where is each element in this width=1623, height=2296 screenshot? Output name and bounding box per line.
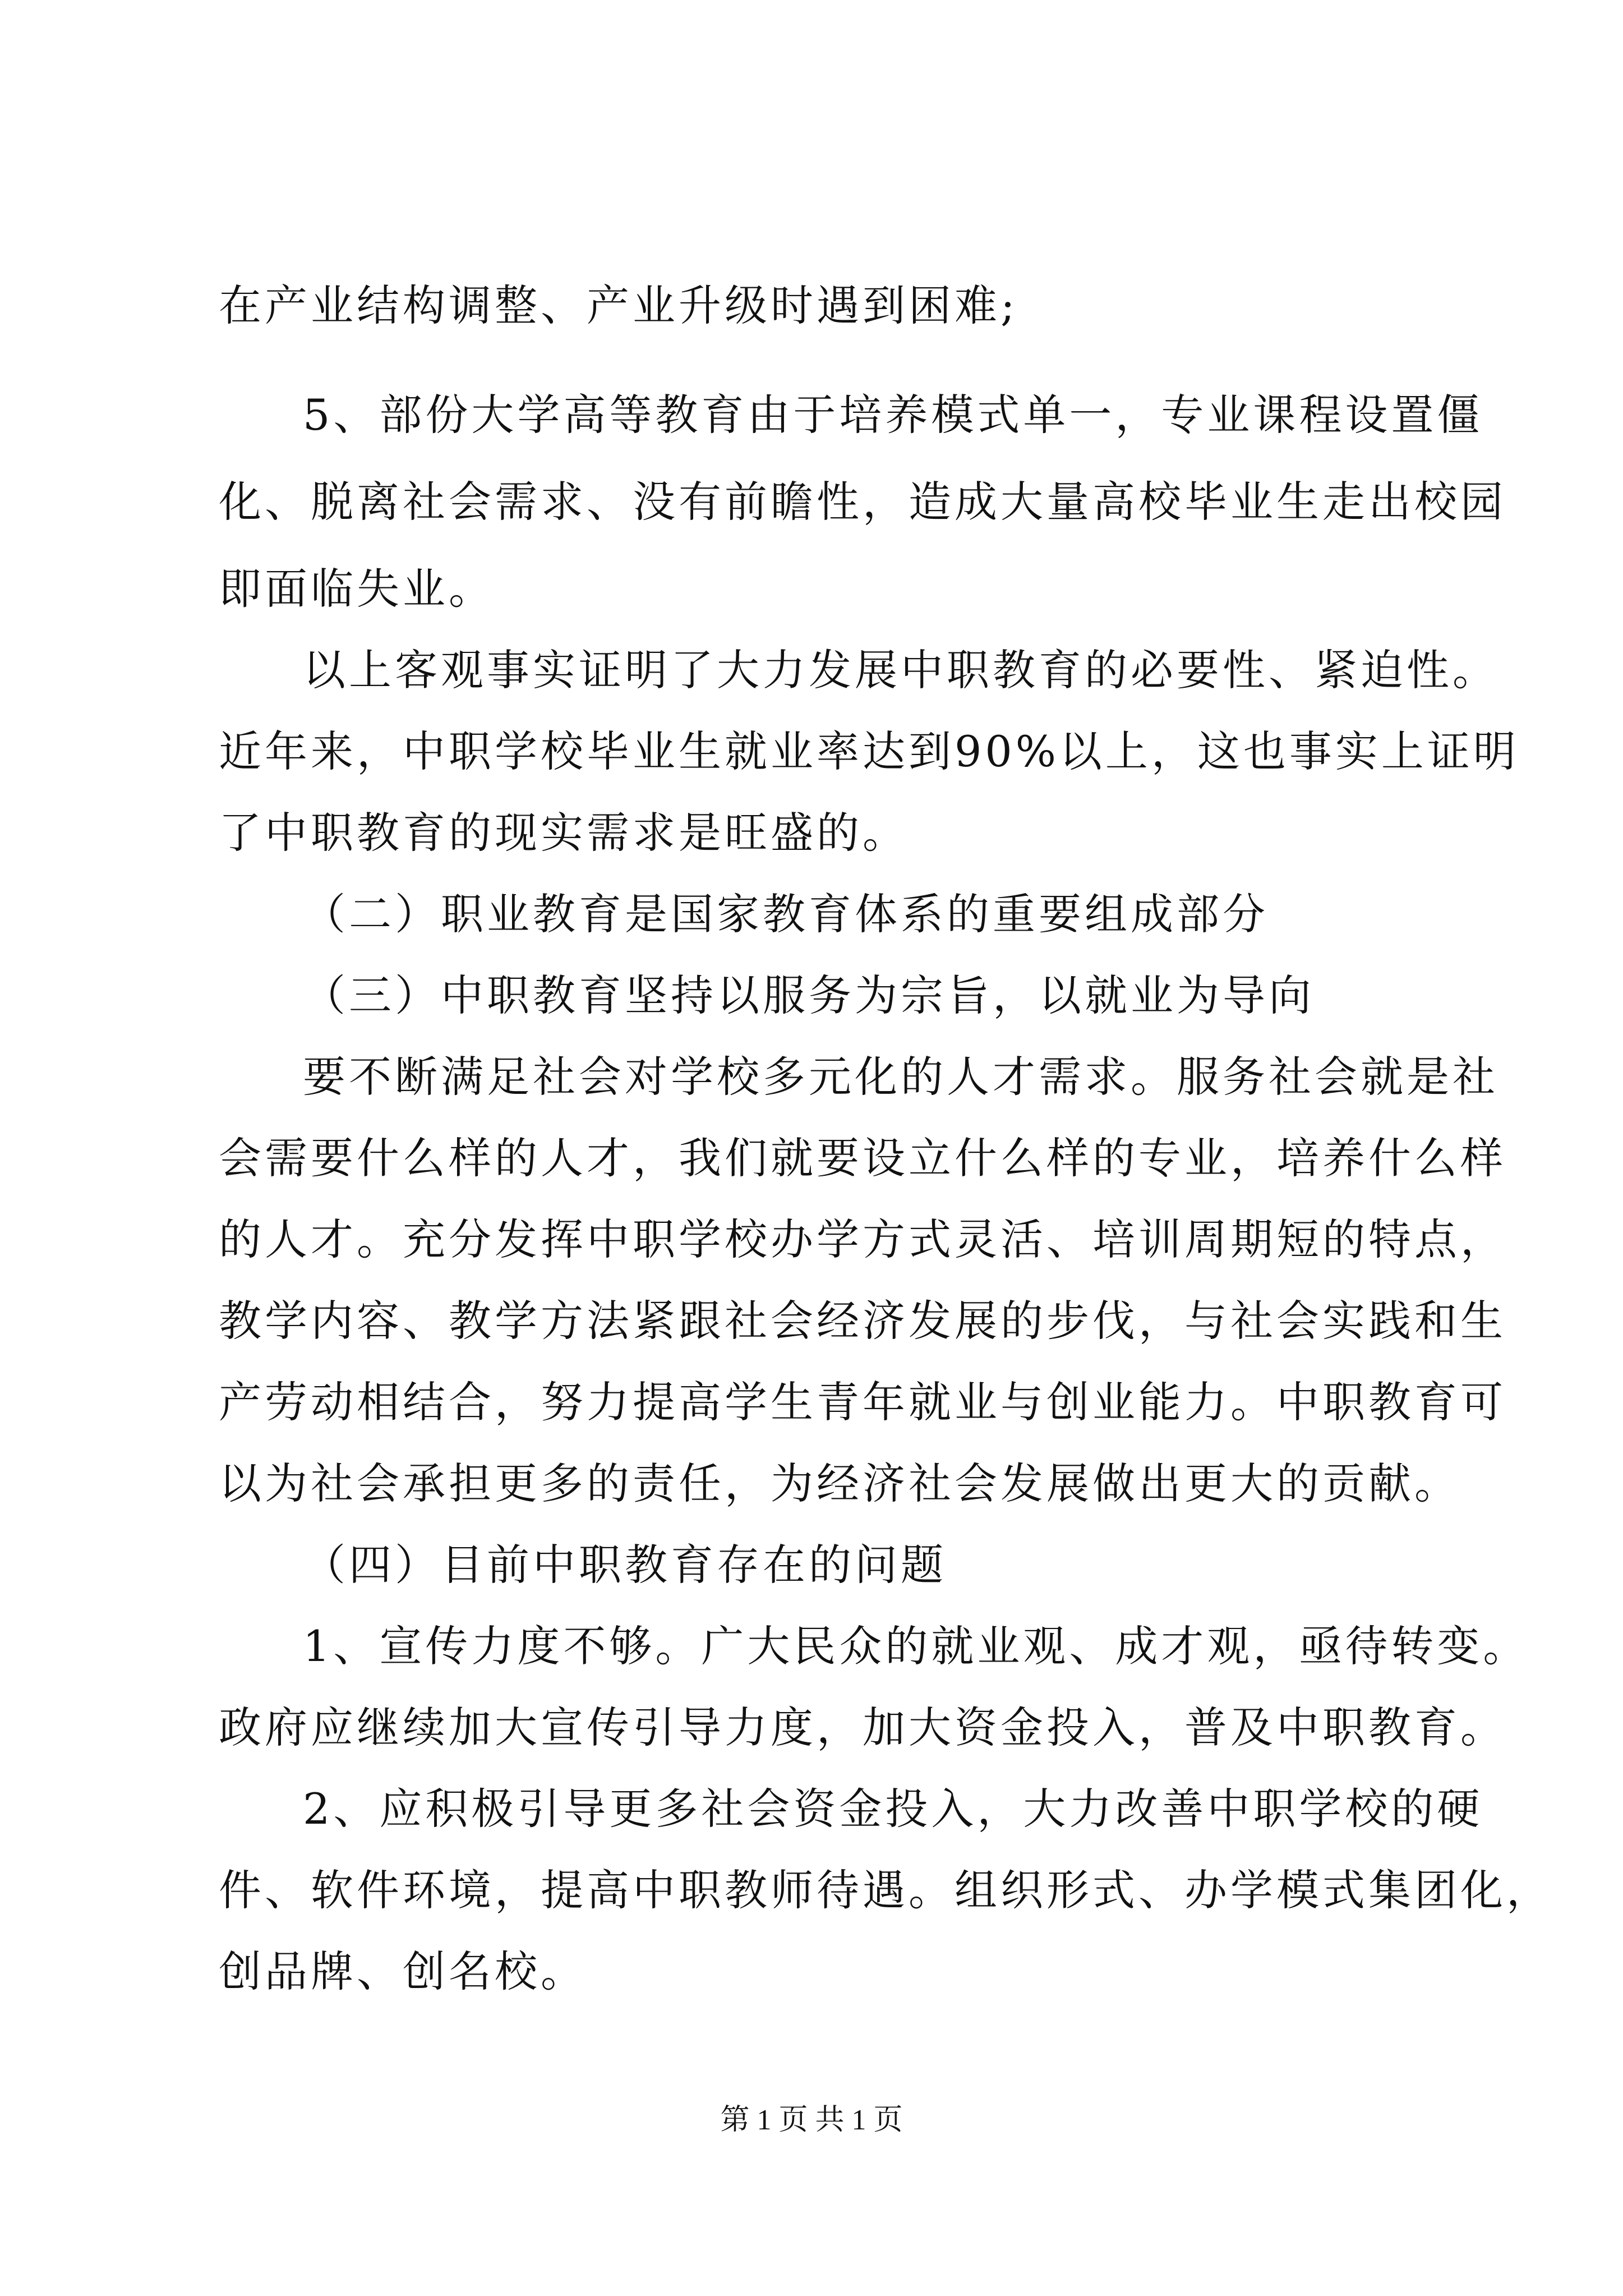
body-line-7: 了中职教育的现实需求是旺盛的。 (219, 808, 909, 858)
body-line-2: 5、部份大学高等教育由于培养模式单一，专业课程设置僵 (303, 390, 1483, 440)
page-number-footer: 第 1 页 共 1 页 (720, 2104, 903, 2136)
body-line-12: 的人才。充分发挥中职学校办学方式灵活、培训周期短的特点， (219, 1214, 1506, 1264)
body-line-6: 近年来，中职学校毕业生就业率达到90%以上，这也事实上证明 (219, 726, 1519, 776)
body-line-3: 化、脱离社会需求、没有前瞻性，造成大量高校毕业生走出校园 (219, 477, 1506, 527)
body-line-14: 产劳动相结合，努力提高学生青年就业与创业能力。中职教育可 (219, 1377, 1506, 1427)
body-line-4: 即面临失业。 (219, 564, 495, 614)
body-line-5: 以上客观事实证明了大力发展中职教育的必要性、紧迫性。 (303, 645, 1498, 695)
body-line-15: 以为社会承担更多的责任，为经济社会发展做出更大的贡献。 (219, 1458, 1460, 1508)
body-line-10: 要不断满足社会对学校多元化的人才需求。服务社会就是社 (303, 1052, 1498, 1102)
body-line-20: 件、软件环境，提高中职教师待遇。组织形式、办学模式集团化， (219, 1865, 1552, 1915)
body-line-17: 1、宣传力度不够。广大民众的就业观、成才观，亟待转变。 (303, 1621, 1529, 1671)
section-heading-2: （二）职业教育是国家教育体系的重要组成部分 (303, 889, 1269, 939)
body-line-1: 在产业结构调整、产业升级时遇到困难; (219, 280, 1018, 330)
body-line-21: 创品牌、创名校。 (219, 1947, 587, 1996)
section-heading-4: （四）目前中职教育存在的问题 (303, 1540, 947, 1590)
body-line-13: 教学内容、教学方法紧跟社会经济发展的步伐，与社会实践和生 (219, 1296, 1506, 1346)
body-line-19: 2、应积极引导更多社会资金投入，大力改善中职学校的硬 (303, 1784, 1483, 1834)
body-line-18: 政府应继续加大宣传引导力度，加大资金投入，普及中职教育。 (219, 1703, 1506, 1752)
section-heading-3: （三）中职教育坚持以服务为宗旨，以就业为导向 (303, 970, 1315, 1020)
body-line-11: 会需要什么样的人才，我们就要设立什么样的专业，培养什么样 (219, 1133, 1506, 1183)
